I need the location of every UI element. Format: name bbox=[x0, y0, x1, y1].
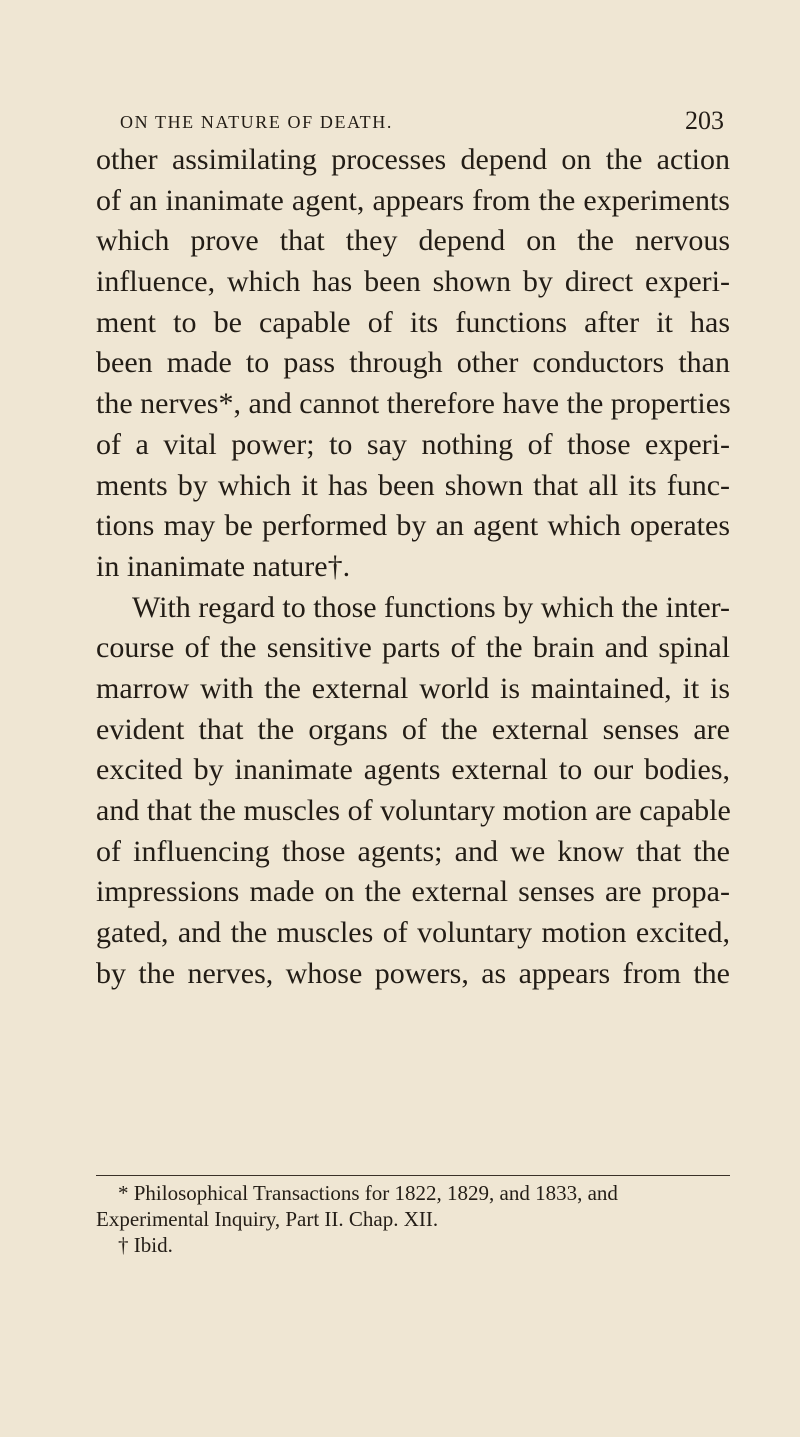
running-head: ON THE NATURE OF DEATH. bbox=[120, 112, 393, 132]
text-line: impressions made on the external senses are propa- bbox=[96, 875, 730, 909]
text-line: the nerves*, and cannot therefore have the properties bbox=[96, 387, 731, 421]
text-line: gated, and the muscles of voluntary motion excited, bbox=[96, 916, 730, 950]
body-text bbox=[96, 140, 730, 994]
footnote-line: † Ibid. bbox=[118, 1233, 173, 1257]
text-line: ment to be capable of its functions after it has bbox=[96, 305, 730, 339]
footnotes bbox=[96, 1180, 730, 1258]
text-line: by the nerves, whose powers, as appears from the bbox=[96, 956, 730, 990]
text-line: of a vital power; to say nothing of those experi- bbox=[96, 427, 730, 461]
text-line: course of the sensitive parts of the brain and spinal bbox=[96, 631, 730, 665]
footnote-line: * Philosophical Transactions for 1822, 1829, and 1833, and bbox=[118, 1181, 618, 1205]
text-line: evident that the organs of the external senses are bbox=[96, 712, 730, 746]
text-line: been made to pass through other conductors than bbox=[96, 346, 730, 380]
text-line: and that the muscles of voluntary motion are capable bbox=[96, 794, 731, 827]
text-line: of influencing those agents; and we know that the bbox=[96, 834, 730, 868]
text-line: tions may be performed by an agent which operates bbox=[96, 509, 730, 543]
text-line: in inanimate nature†. bbox=[96, 549, 351, 583]
text-line: of an inanimate agent, appears from the experiments bbox=[96, 183, 730, 217]
text-line: other assimilating processes depend on the action bbox=[96, 143, 730, 176]
text-line: excited by inanimate agents external to our bodies, bbox=[96, 753, 730, 787]
page-number: 203 bbox=[685, 106, 724, 135]
text-line: ments by which it has been shown that all its func- bbox=[96, 468, 730, 502]
footnote-divider bbox=[96, 1175, 730, 1176]
text-line: With regard to those functions by which the inter- bbox=[132, 590, 731, 624]
text-line: marrow with the external world is maintained, it is bbox=[96, 671, 730, 705]
text-line: which prove that they depend on the nervous bbox=[96, 224, 730, 258]
footnote-line: Experimental Inquiry, Part II. Chap. XII. bbox=[96, 1207, 439, 1231]
text-line: influence, which has been shown by direct experi- bbox=[96, 265, 730, 299]
